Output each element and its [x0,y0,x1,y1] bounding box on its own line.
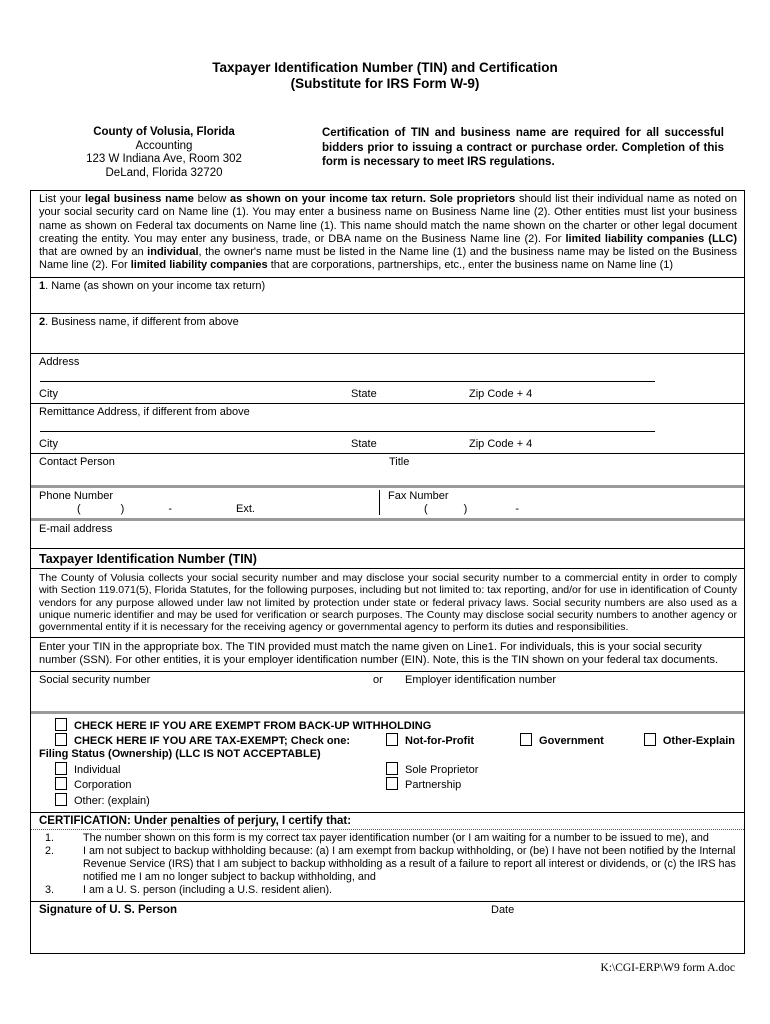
fax-paren-close: ) [463,502,468,515]
other-explain-option [644,733,735,748]
tax-exempt-label: CHECK HERE IF YOU ARE TAX-EXEMPT; Check one: [74,735,351,748]
checkbox-section [31,711,744,812]
backup-withholding-line [39,718,736,733]
certification-item-text: The number shown on this form is my correct tax payer identification number (or I am waiting for a number to be issued to me), and [83,832,709,845]
remittance-address-input-line[interactable] [40,418,655,432]
business-name-field-row[interactable] [31,313,744,353]
tax-exempt-checkbox[interactable] [55,733,67,746]
ssn-ein-row [31,671,744,711]
form-header [58,126,724,180]
form-table [30,190,745,954]
name-field-row[interactable] [31,277,744,313]
city-field-label: City [39,387,58,400]
tax-exempt-part [55,733,386,748]
page-title-line2: (Substitute for IRS Form W-9) [290,76,480,91]
state-field-label: State [351,387,377,400]
business-name-field-label: 2. Business name, if different from above [39,315,239,328]
corporation-label: Corporation [74,779,132,792]
fax-format-line [388,503,744,515]
fax-paren-open: ( [424,502,428,515]
enter-tin-paragraph: Enter your TIN in the appropriate box. The TIN provided must match the name given on Line1. For individuals, this is your social security number (SSN). For other entities, it is your employer identification number (EIN). Note, this is the TIN shown on your federal tax documents. [31,637,744,671]
address-input-line[interactable] [40,368,655,382]
remittance-city-state-zip [39,438,736,450]
email-field-label: E-mail address [39,522,113,535]
certification-list [31,830,744,901]
backup-withholding-checkbox[interactable] [55,718,67,731]
backup-withholding-label: CHECK HERE IF YOU ARE EXEMPT FROM BACK-UP WITHHOLDING [74,719,432,732]
agency-street: 123 W Indiana Ave, Room 302 [86,153,242,165]
contact-person-field-label: Contact Person [39,455,115,468]
phone-fax-row [31,485,744,518]
filing-status-col1 [39,762,386,808]
agency-dept: Accounting [135,139,193,152]
government-checkbox[interactable] [520,733,532,746]
signature-row [31,901,744,953]
remittance-address-field-row[interactable] [31,403,744,453]
not-for-profit-option [386,733,474,748]
name-field-label: 1. Name (as shown on your income tax return) [39,279,266,292]
zip-field-label: Zip Code + 4 [469,437,533,450]
certification-item-number: 1. [45,832,55,845]
phone-paren-close: ) [120,502,125,515]
partnership-checkbox[interactable] [386,777,398,790]
tax-exempt-line [39,733,736,748]
government-label: Government [539,735,604,748]
date-field-label[interactable]: Date [491,904,515,917]
title-field-label: Title [389,455,410,468]
other-explain-label: Other-Explain [662,735,735,748]
agency-address-block [58,126,270,180]
filing-status-col2 [386,762,736,808]
corporation-option [39,777,386,792]
individual-checkbox[interactable] [55,762,67,775]
phone-field[interactable] [31,490,379,515]
other-label: Other: (explain) [74,794,150,807]
signature-field-label[interactable]: Signature of U. S. Person [39,904,178,917]
not-for-profit-label: Not-for-Profit [405,735,475,748]
fax-dash: - [515,502,520,515]
filing-status-options [39,762,736,808]
filing-status-heading: Filing Status (Ownership) (LLC IS NOT ACCEPTABLE) [39,748,321,761]
page-title [0,0,770,92]
document-file-path: K:\CGI-ERP\W9 form A.doc [600,962,735,974]
remittance-address-field-label: Remittance Address, if different from above [39,405,250,418]
fax-field-label: Fax Number [388,489,449,502]
zip-field-label: Zip Code + 4 [469,387,533,400]
agency-city: DeLand, Florida 32720 [105,166,223,179]
government-option [520,733,604,748]
fax-field[interactable] [379,490,744,515]
email-field-row[interactable] [31,518,744,548]
phone-paren-open: ( [77,502,81,515]
other-option [39,793,386,808]
address-field-row[interactable] [31,353,744,403]
agency-name: County of Volusia, Florida [93,126,235,138]
certification-item-text: I am not subject to backup withholding because: (a) I am exempt from backup withholding, or (be) I have not been notified by the Internal Revenue Service (IRS) that I am subject to backup withholding as a result of a failure to report all interest or dividends, or (c) the IRS has notified me I am no longer subject to backup withholding, and [83,845,736,884]
certification-note: Certification of TIN and business name are required for all successful bidders prior to issuing a contract or purchase order. Completion of this form is necessary to meet IRS regulations. [322,127,724,168]
individual-label: Individual [74,763,121,776]
partnership-option [386,777,736,792]
certification-item-text: I am a U. S. person (including a U.S. resident alien). [83,884,333,897]
contact-title-row[interactable] [31,453,744,485]
city-field-label: City [39,437,58,450]
not-for-profit-checkbox[interactable] [386,733,398,746]
phone-ext-label: Ext. [236,502,255,515]
corporation-checkbox[interactable] [55,777,67,790]
phone-field-label: Phone Number [39,489,113,502]
certification-item [31,832,736,845]
partnership-label: Partnership [405,779,462,792]
tin-section-header: Taxpayer Identification Number (TIN) [31,548,744,568]
phone-dash: - [168,502,173,515]
certification-header: CERTIFICATION: Under penalties of perjury, I certify that: [31,812,744,830]
individual-option [39,762,386,777]
ein-field-label[interactable]: Employer identification number [405,673,557,686]
other-explain-checkbox[interactable] [644,733,656,746]
sole-proprietor-option [386,762,736,777]
phone-format-line [39,503,379,515]
address-field-label: Address [39,355,80,368]
certification-item-number: 2. [45,845,55,858]
ssn-privacy-paragraph: The County of Volusia collects your social security number and may disclose your social security number to a commercial entity in order to comply with Section 119.071(5), Florida Statutes, for the following purposes, including but not limited to: tax reporting, and/or for use in identification of County vendors for any purpose allowed under law not limited by protection under state or federal privacy laws. Social security numbers are also used as a unique numeric identifier and may be used for verification or search purposes. The County may disclose social security numbers to another agency or governmental entity if it is necessary for the receiving agency or governmental agency to perform its duties and responsibilities. [31,568,744,637]
certification-item-number: 3. [45,884,55,897]
state-field-label: State [351,437,377,450]
ssn-ein-or-label: or [373,673,383,686]
certification-item [31,884,736,897]
other-checkbox[interactable] [55,793,67,806]
sole-proprietor-label: Sole Proprietor [405,763,479,776]
instructions-paragraph: List your legal business name below as shown on your income tax return. Sole proprietors should list their individual name as noted on your social security card on Name line (1). You may enter a business name on Business Name line (2). Other entities must list your business name as shown on Federal tax documents on Name line (1). This name should match the name shown on the charter or other legal document creating the entity. You may enter any business, trade, or DBA name on the Business Name line (2). For limited liability companies (LLC) that are owned by an individual, the owner's name must be listed in the Name line (1) and the business name may be listed on the Business Name line (2). For limited liability companies that are corporations, partnerships, etc., enter the business name on Name line (1) [39,193,737,272]
certification-item [31,845,736,884]
ssn-field-label[interactable]: Social security number [39,673,151,686]
address-city-state-zip [39,388,736,400]
sole-proprietor-checkbox[interactable] [386,762,398,775]
page-title-line1: Taxpayer Identification Number (TIN) and Certification [212,60,558,75]
